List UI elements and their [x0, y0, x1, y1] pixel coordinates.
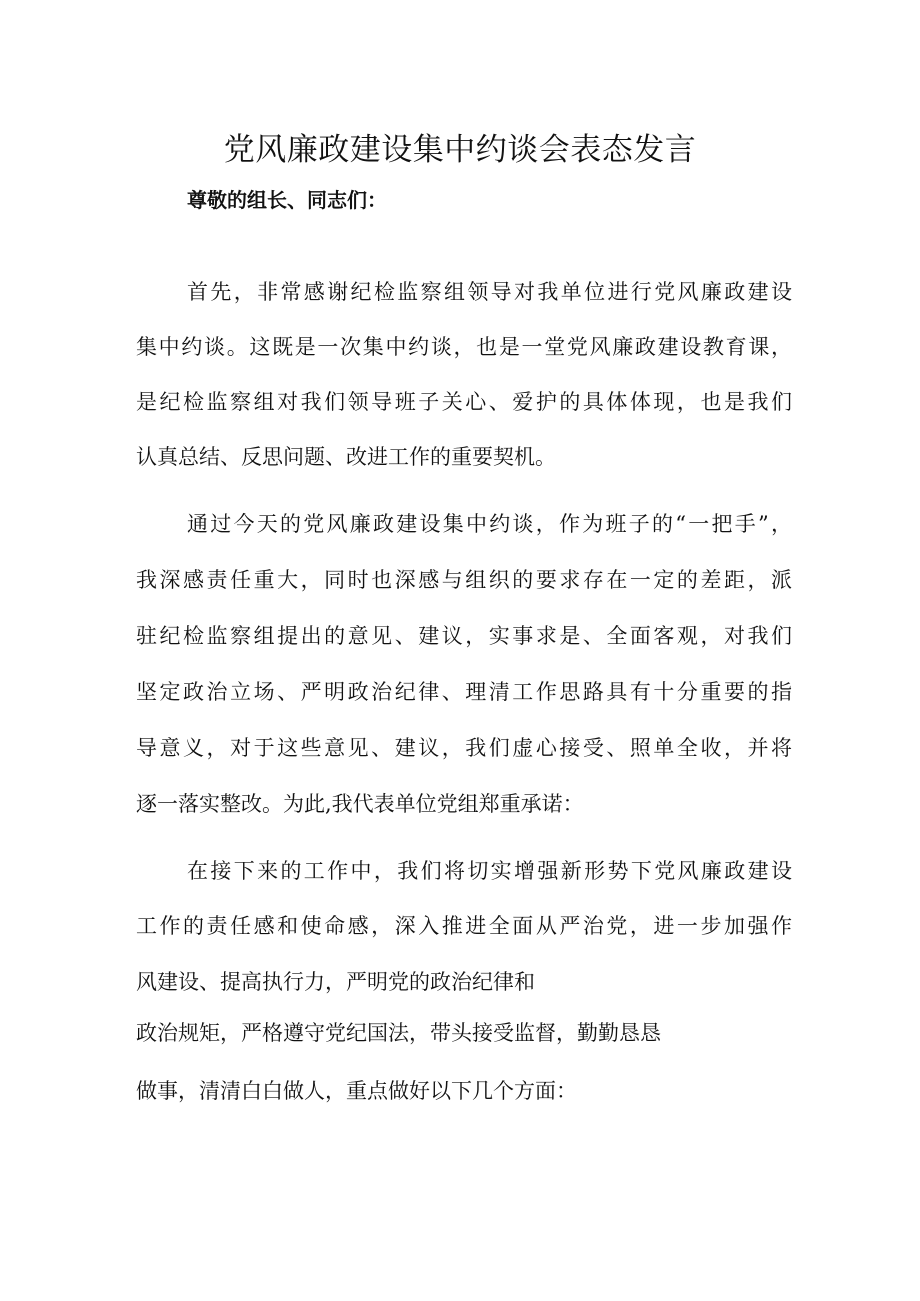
paragraph-1-line-1: 首先，非常感谢纪检监察组领导对我单位进行党风廉政建设 — [187, 280, 792, 304]
document-title: 党风廉政建设集中约谈会表态发言 — [223, 132, 697, 168]
paragraph-1-line-2: 集中约谈。这既是一次集中约谈，也是一堂党风廉政建设教育课， — [136, 335, 792, 359]
paragraph-3-line-1: 在接下来的工作中，我们将切实增强新形势下党风廉政建设 — [187, 859, 792, 883]
paragraph-3-line-5: 做事，清清白白做人，重点做好以下几个方面： — [136, 1079, 577, 1103]
paragraph-2-line-2: 我深感责任重大，同时也深感与组织的要求存在一定的差距，派 — [136, 568, 792, 592]
paragraph-2-line-3: 驻纪检监察组提出的意见、建议，实事求是、全面客观，对我们 — [136, 624, 792, 648]
paragraph-2-line-5: 导意义，对于这些意见、建议，我们虚心接受、照单全收，并将 — [136, 736, 792, 760]
paragraph-3-line-3: 风建设、提高执行力，严明党的政治纪律和 — [136, 970, 535, 994]
paragraph-2-line-4: 坚定政治立场、严明政治纪律、理清工作思路具有十分重要的指 — [136, 680, 792, 704]
paragraph-2-line-6: 逐一落实整改。为此,我代表单位党组郑重承诺： — [136, 792, 584, 816]
paragraph-3-line-4: 政治规矩，严格遵守党纪国法，带头接受监督，勤勤恳恳 — [136, 1021, 661, 1045]
paragraph-1-line-3: 是纪检监察组对我们领导班子关心、爱护的具体体现，也是我们 — [136, 390, 792, 414]
paragraph-1-line-4: 认真总结、反思问题、改进工作的重要契机。 — [136, 445, 556, 469]
paragraph-3-line-2: 工作的责任感和使命感，深入推进全面从严治党，进一步加强作 — [136, 914, 792, 938]
salutation: 尊敬的组长、同志们： — [187, 188, 387, 212]
paragraph-2-line-1: 通过今天的党风廉政建设集中约谈，作为班子的“一把手”， — [187, 512, 792, 536]
